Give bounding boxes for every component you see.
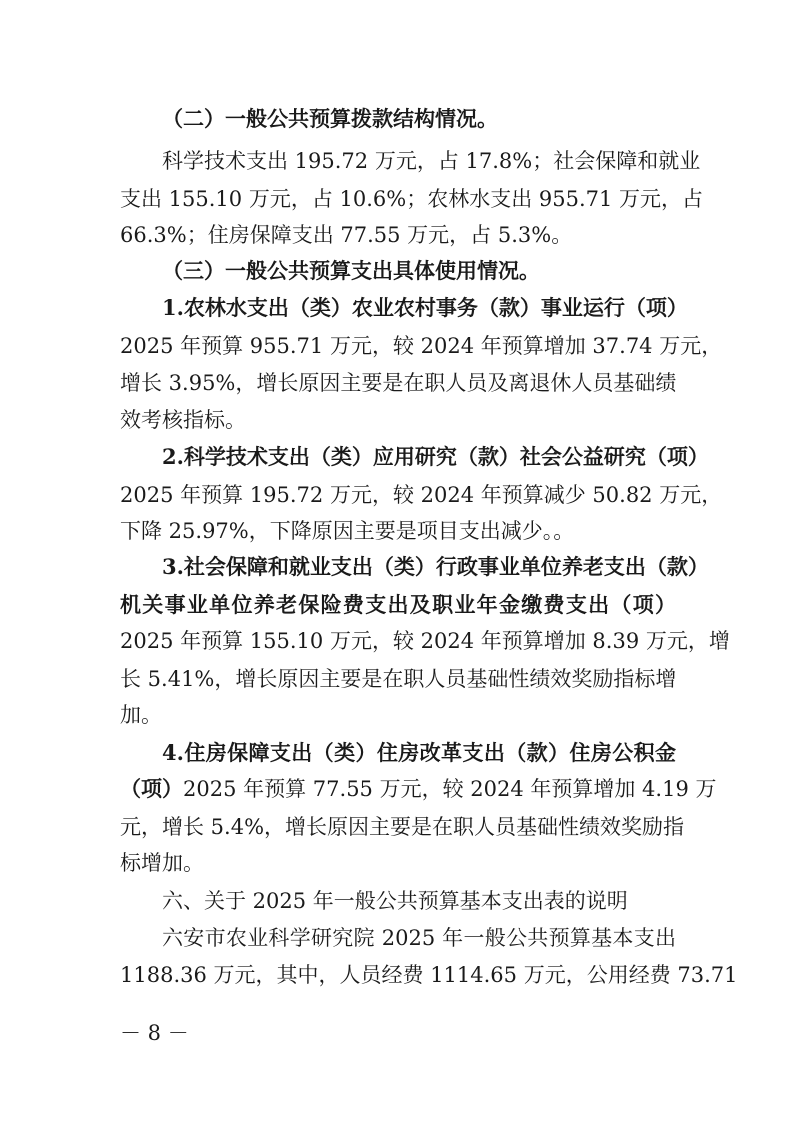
paragraph-line: 六安市农业科学研究院 2025 年一般公共预算基本支出 — [162, 926, 676, 950]
paragraph-line: 效考核指标。 — [120, 408, 246, 432]
item-1-title: 1.农林水支出（类）农业农村事务（款）事业运行（项） — [162, 295, 688, 320]
item-4-line-2 — [120, 776, 717, 802]
paragraph-line: 增长 3.95%，增长原因主要是在职人员及离退休人员基础绩 — [120, 371, 677, 395]
paragraph-line: 2025 年预算 155.10 万元，较 2024 年预算增加 8.39 万元，增 — [120, 629, 730, 653]
section-heading-6: 六、关于 2025 年一般公共预算基本支出表的说明 — [162, 889, 628, 913]
page-number: － 8 － — [120, 1021, 189, 1045]
paragraph-line: 下降 25.97%，下降原因主要是项目支出减少。。 — [120, 519, 575, 543]
item-3-title-cont: 机关事业单位养老保险费支出及职业年金缴费支出（项） — [120, 592, 676, 617]
item-2-title: 2.科学技术支出（类）应用研究（款）社会公益研究（项） — [162, 444, 709, 469]
paragraph-line: 1188.36 万元，其中，人员经费 1114.65 万元，公用经费 73.71 — [120, 963, 738, 987]
paragraph-line: 66.3%；住房保障支出 77.55 万元，占 5.3%。 — [120, 223, 573, 247]
paragraph-line: 2025 年预算 955.71 万元，较 2024 年预算增加 37.74 万元， — [120, 334, 723, 358]
paragraph-line: 2025 年预算 77.55 万元，较 2024 年预算增加 4.19 万 — [183, 777, 717, 801]
paragraph-line: 长 5.41%，增长原因主要是在职人员基础性绩效奖励指标增 — [120, 667, 677, 691]
item-4-title-tail: （项） — [120, 776, 183, 801]
paragraph-line: 加。 — [120, 703, 162, 727]
paragraph-line: 支出 155.10 万元，占 10.6%；农林水支出 955.71 万元，占 — [120, 187, 704, 211]
paragraph-line: 标增加。 — [120, 851, 204, 875]
paragraph-line: 科学技术支出 195.72 万元，占 17.8%；社会保障和就业 — [162, 149, 701, 173]
section-heading-3: （三）一般公共预算支出具体使用情况。 — [162, 258, 540, 283]
section-heading-2: （二）一般公共预算拨款结构情况。 — [162, 106, 498, 131]
item-3-title: 3.社会保障和就业支出（类）行政事业单位养老支出（款） — [162, 554, 709, 579]
paragraph-line: 元，增长 5.4%，增长原因主要是在职人员基础性绩效奖励指 — [120, 815, 685, 839]
item-4-title: 4.住房保障支出（类）住房改革支出（款）住房公积金 — [162, 740, 676, 765]
paragraph-line: 2025 年预算 195.72 万元，较 2024 年预算减少 50.82 万元， — [120, 483, 723, 507]
